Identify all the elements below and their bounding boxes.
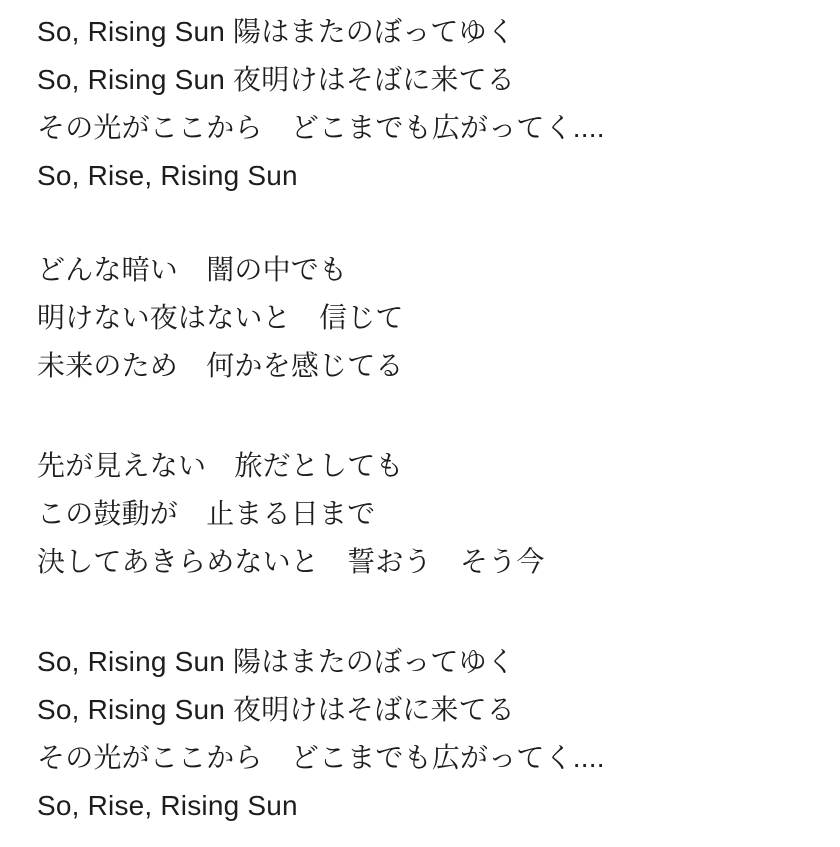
lyric-stanza [37,442,810,586]
lyric-stanza [37,246,810,390]
lyric-line: So, Rising Sun 陽はまたのぼってゆく [37,646,515,677]
lyric-line: So, Rise, Rising Sun [37,160,298,191]
lyric-line: 明けない夜はないと 信じて [37,302,404,333]
lyric-stanza [37,8,810,200]
lyric-line: その光がここから どこまでも広がってく.... [37,742,605,773]
lyric-line: この鼓動が 止まる日まで [37,498,376,529]
lyric-line: So, Rise, Rising Sun [37,790,298,821]
lyric-line: So, Rising Sun 夜明けはそばに来てる [37,694,515,725]
lyric-line: その光がここから どこまでも広がってく.... [37,112,605,143]
lyric-line: 先が見えない 旅だとしても [37,450,404,481]
lyric-line: 未来のため 何かを感じてる [37,350,404,381]
lyric-line: どんな暗い 闇の中でも [37,254,348,285]
lyric-stanza [37,638,810,830]
lyric-line: So, Rising Sun 夜明けはそばに来てる [37,64,515,95]
lyric-line: So, Rising Sun 陽はまたのぼってゆく [37,16,515,47]
lyric-line: 決してあきらめないと 誓おう そう今 [37,546,545,577]
